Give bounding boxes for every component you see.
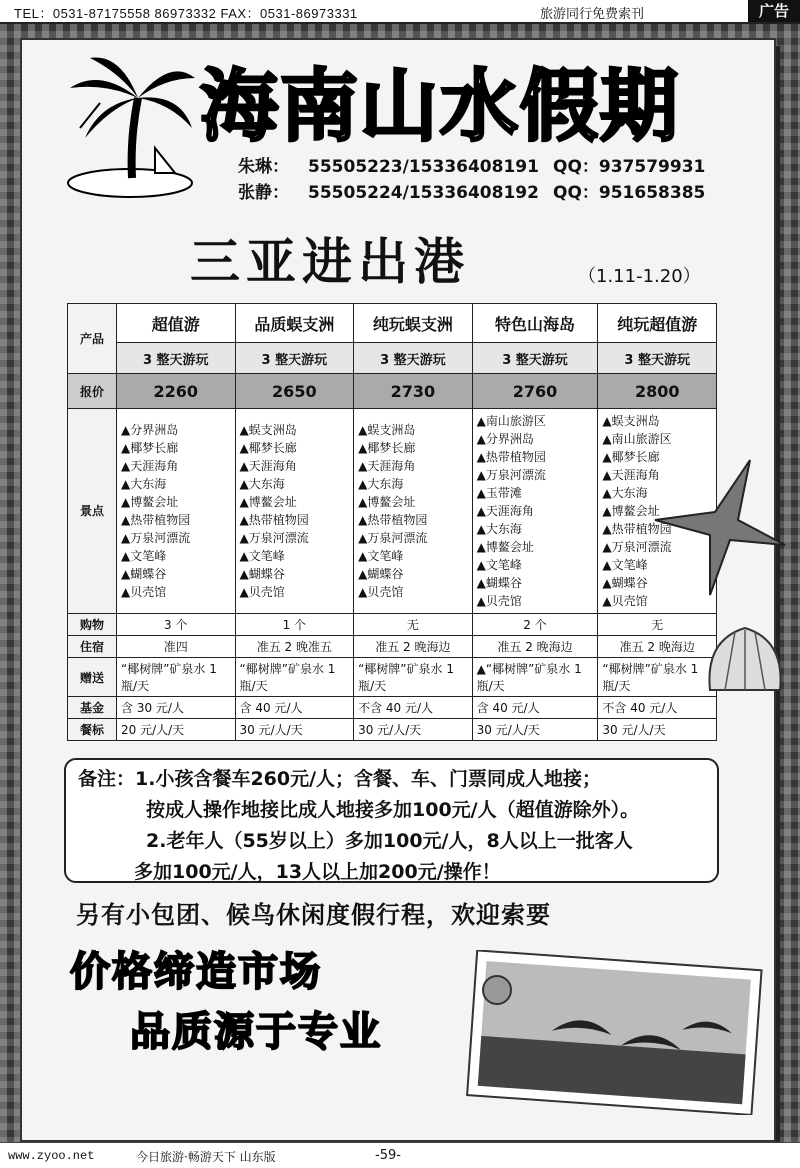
notes-box [64, 758, 719, 883]
contact-phone: 55505224/15336408192 [308, 183, 539, 203]
product-days-row [68, 343, 717, 374]
fund-value: 不含 40 元/人 [354, 697, 473, 719]
spot-item: ▲文笔峰 [121, 549, 167, 563]
shopping-value: 2 个 [472, 614, 598, 636]
gift-value: ▲“椰树牌”矿泉水 1 瓶/天 [472, 658, 598, 697]
ad-badge: 广告 [748, 0, 800, 22]
meal-value: 20 元/人/天 [117, 719, 236, 741]
note-line: 多加100元/人，13人以上加200元/操作！ [134, 861, 501, 883]
label-price: 报价 [68, 374, 117, 409]
label-gift: 赠送 [68, 658, 117, 697]
spot-item: ▲天涯海角 [358, 459, 416, 473]
headline-dates: （1.11-1.20） [578, 266, 701, 287]
spot-item: ▲博鳌会址 [602, 504, 660, 518]
gift-value: “椰树牌”矿泉水 1 瓶/天 [598, 658, 717, 697]
spot-item: ▲蝴蝶谷 [358, 567, 404, 581]
spot-item: ▲热带植物园 [602, 522, 672, 536]
spot-item: ▲分界洲岛 [121, 423, 179, 437]
product-name: 纯玩超值游 [598, 304, 717, 343]
spot-item: ▲蝴蝶谷 [602, 576, 648, 590]
product-price: 2800 [598, 374, 717, 409]
gift-value: “椰树牌”矿泉水 1 瓶/天 [117, 658, 236, 697]
top-bar [0, 0, 800, 24]
spot-item: ▲南山旅游区 [602, 432, 672, 446]
fund-row [68, 697, 717, 719]
spot-item: ▲大东海 [602, 486, 648, 500]
price-row [68, 374, 717, 409]
footer-url[interactable]: www.zyoo.net [8, 1149, 95, 1163]
spot-item: ▲蜈支洲岛 [239, 423, 297, 437]
spot-item: ▲大东海 [358, 477, 404, 491]
note-line: 2.老年人（55岁以上）多加100元/人，8人以上一批客人 [146, 830, 633, 852]
label-meal: 餐标 [68, 719, 117, 741]
spot-item: ▲博鳌会址 [476, 540, 534, 554]
fund-value: 含 40 元/人 [235, 697, 354, 719]
hotel-value: 准五 2 晚海边 [472, 636, 598, 658]
fund-value: 含 40 元/人 [472, 697, 598, 719]
label-hotel: 住宿 [68, 636, 117, 658]
spot-item: ▲天涯海角 [239, 459, 297, 473]
spot-item: ▲热带植物园 [121, 513, 191, 527]
spot-item: ▲南山旅游区 [476, 414, 546, 428]
spot-item: ▲热带植物园 [358, 513, 428, 527]
spot-item: ▲贝壳馆 [602, 594, 648, 608]
shopping-value: 无 [598, 614, 717, 636]
spot-item: ▲天涯海角 [121, 459, 179, 473]
contact-qq: QQ：937579931 [553, 157, 706, 177]
slogan-quality: 品质源于专业 [130, 1009, 382, 1055]
headline-title: 三亚进出港 [190, 233, 470, 291]
spot-item: ▲蜈支洲岛 [358, 423, 416, 437]
brand-name: 海南山水假期 [200, 61, 681, 152]
spot-item: ▲博鳌会址 [358, 495, 416, 509]
spot-item: ▲文笔峰 [239, 549, 285, 563]
shopping-value: 3 个 [117, 614, 236, 636]
product-days: 3 整天游玩 [472, 343, 598, 374]
spot-item: ▲蜈支洲岛 [602, 414, 660, 428]
hotel-value: 准五 2 晚准五 [235, 636, 354, 658]
spot-item: ▲贝壳馆 [476, 594, 522, 608]
spot-item: ▲大东海 [476, 522, 522, 536]
spot-item: ▲大东海 [121, 477, 167, 491]
spot-item: ▲蝴蝶谷 [476, 576, 522, 590]
spot-item: ▲椰梦长廊 [602, 450, 660, 464]
hotel-value: 准四 [117, 636, 236, 658]
spots-cell [235, 409, 354, 614]
page-number: -59- [375, 1148, 401, 1163]
spot-item: ▲文笔峰 [476, 558, 522, 572]
spot-item: ▲万泉河漂流 [121, 531, 191, 545]
contact-phone: 55505223/15336408191 [308, 157, 539, 177]
slogan-small-group: 另有小包团、候鸟休闲度假行程，欢迎索要 [76, 901, 551, 929]
spot-item: ▲贝壳馆 [358, 585, 404, 599]
spot-item: ▲万泉河漂流 [239, 531, 309, 545]
spot-item: ▲椰梦长廊 [121, 441, 179, 455]
label-product: 产品 [68, 304, 117, 374]
note-line: 按成人操作地接比成人地接多加100元/人（超值游除外）。 [146, 799, 640, 821]
product-days: 3 整天游玩 [598, 343, 717, 374]
spot-item: ▲贝壳馆 [239, 585, 285, 599]
shell-icon [700, 620, 790, 700]
contact-qq: QQ：951658385 [553, 183, 706, 203]
top-contact-info: TEL：0531-87175558 86973332 FAX：0531-86973331 [14, 6, 358, 21]
meal-value: 30 元/人/天 [472, 719, 598, 741]
meal-value: 30 元/人/天 [354, 719, 473, 741]
slogan-price: 价格缔造市场 [70, 949, 322, 995]
shopping-value: 1 个 [235, 614, 354, 636]
meal-row [68, 719, 717, 741]
spot-item: ▲玉带滩 [476, 486, 522, 500]
spot-item: ▲天涯海角 [602, 468, 660, 482]
palm-island-icon [60, 48, 200, 198]
shopping-value: 无 [354, 614, 473, 636]
hotel-value: 准五 2 晚海边 [598, 636, 717, 658]
price-table [67, 303, 717, 741]
footer-publication: 今日旅游·畅游天下 山东版 [136, 1150, 276, 1164]
product-days: 3 整天游玩 [235, 343, 354, 374]
spot-item: ▲文笔峰 [602, 558, 648, 572]
product-name: 特色山海岛 [472, 304, 598, 343]
spot-item: ▲热带植物园 [476, 450, 546, 464]
spot-item: ▲蝴蝶谷 [239, 567, 285, 581]
product-price: 2760 [472, 374, 598, 409]
dolphin-photo [462, 950, 767, 1115]
label-fund: 基金 [68, 697, 117, 719]
meal-value: 30 元/人/天 [235, 719, 354, 741]
spots-cell [472, 409, 598, 614]
top-guide-label: 旅游同行免费索刊 [540, 7, 645, 22]
product-name: 品质蜈支洲 [235, 304, 354, 343]
contact-list [238, 154, 705, 206]
gift-value: “椰树牌”矿泉水 1 瓶/天 [235, 658, 354, 697]
product-name: 纯玩蜈支洲 [354, 304, 473, 343]
contact-row [238, 180, 705, 206]
spots-cell [354, 409, 473, 614]
spot-item: ▲贝壳馆 [121, 585, 167, 599]
spot-item: ▲万泉河漂流 [476, 468, 546, 482]
contact-name: 朱琳： [238, 157, 289, 177]
fund-value: 不含 40 元/人 [598, 697, 717, 719]
spot-item: ▲椰梦长廊 [239, 441, 297, 455]
spot-item: ▲博鳌会址 [239, 495, 297, 509]
meal-value: 30 元/人/天 [598, 719, 717, 741]
product-price: 2260 [117, 374, 236, 409]
footer-bar [0, 1142, 800, 1168]
spot-item: ▲博鳌会址 [121, 495, 179, 509]
starfish-icon [640, 450, 790, 600]
spot-item: ▲分界洲岛 [476, 432, 534, 446]
spot-item: ▲热带植物园 [239, 513, 309, 527]
spot-item: ▲蝴蝶谷 [121, 567, 167, 581]
spots-row [68, 409, 717, 614]
label-shopping: 购物 [68, 614, 117, 636]
product-days: 3 整天游玩 [117, 343, 236, 374]
spot-item: ▲天涯海角 [476, 504, 534, 518]
contact-name: 张静： [238, 183, 289, 203]
hotel-value: 准五 2 晚海边 [354, 636, 473, 658]
fund-value: 含 30 元/人 [117, 697, 236, 719]
product-name-row [68, 304, 717, 343]
spot-item: ▲椰梦长廊 [358, 441, 416, 455]
gift-value: “椰树牌”矿泉水 1 瓶/天 [354, 658, 473, 697]
contact-row [238, 154, 705, 180]
spot-item: ▲万泉河漂流 [602, 540, 672, 554]
product-days: 3 整天游玩 [354, 343, 473, 374]
note-line: 备注：1.小孩含餐车260元/人；含餐、车、门票同成人地接； [78, 768, 602, 790]
hotel-row [68, 636, 717, 658]
spot-item: ▲文笔峰 [358, 549, 404, 563]
spot-item: ▲万泉河漂流 [358, 531, 428, 545]
spot-item: ▲大东海 [239, 477, 285, 491]
product-name: 超值游 [117, 304, 236, 343]
label-spots: 景点 [68, 409, 117, 614]
product-price: 2730 [354, 374, 473, 409]
shopping-row [68, 614, 717, 636]
gift-row [68, 658, 717, 697]
spots-cell [117, 409, 236, 614]
product-price: 2650 [235, 374, 354, 409]
